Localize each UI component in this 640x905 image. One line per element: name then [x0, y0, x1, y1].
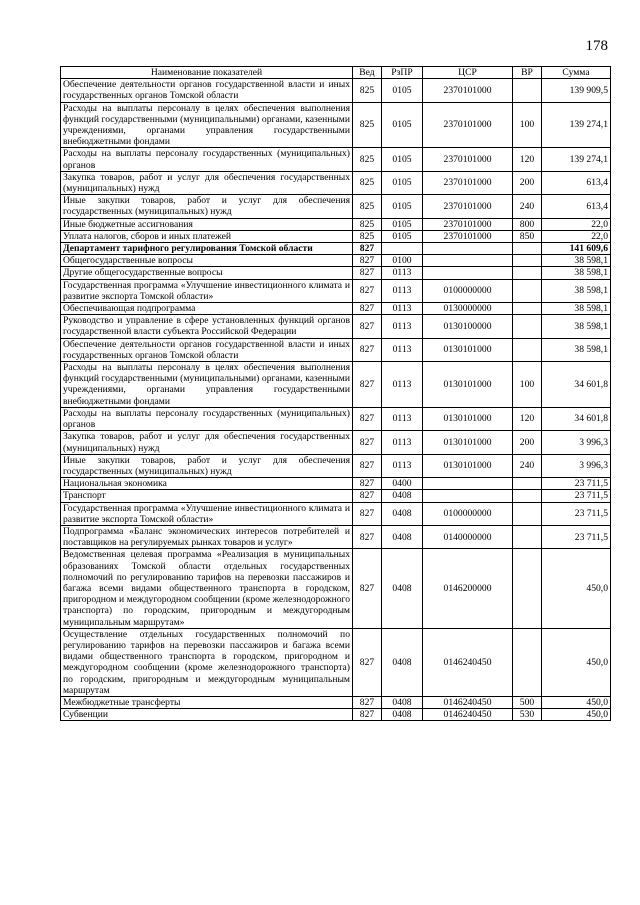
row-sum: 450,0 [542, 696, 611, 708]
row-name: Субвенции [61, 709, 353, 721]
row-csr: 2370101000 [423, 195, 513, 218]
row-ved: 827 [353, 454, 382, 477]
row-ved: 827 [353, 525, 382, 548]
table-row [61, 243, 611, 255]
row-csr [423, 243, 513, 255]
table-row [61, 407, 611, 430]
row-ved: 827 [353, 696, 382, 708]
row-csr: 2370101000 [423, 102, 513, 148]
row-sum: 23 711,5 [542, 490, 611, 502]
row-vr [513, 243, 542, 255]
row-vr [513, 549, 542, 628]
row-sum: 450,0 [542, 549, 611, 628]
row-sum: 141 609,6 [542, 243, 611, 255]
row-name: Расходы на выплаты персоналу государственных (муниципальных) органов [61, 407, 353, 430]
row-rzpr: 0105 [382, 195, 423, 218]
row-sum: 613,4 [542, 171, 611, 194]
row-csr: 0130101000 [423, 407, 513, 430]
row-csr: 0130101000 [423, 338, 513, 361]
row-vr: 200 [513, 431, 542, 454]
row-sum: 450,0 [542, 709, 611, 721]
row-vr: 120 [513, 148, 542, 171]
row-rzpr: 0408 [382, 549, 423, 628]
header-name: Наименование показателей [61, 67, 353, 79]
row-sum: 22,0 [542, 218, 611, 230]
table-row [61, 230, 611, 242]
row-rzpr: 0113 [382, 431, 423, 454]
row-csr [423, 478, 513, 490]
row-ved: 827 [353, 315, 382, 338]
row-csr: 0146240450 [423, 696, 513, 708]
row-sum: 38 598,1 [542, 267, 611, 279]
row-ved: 827 [353, 431, 382, 454]
row-rzpr: 0105 [382, 102, 423, 148]
table-row [61, 315, 611, 338]
row-sum: 3 996,3 [542, 431, 611, 454]
table-row [61, 303, 611, 315]
row-vr: 240 [513, 195, 542, 218]
row-ved: 827 [353, 490, 382, 502]
row-name: Ведомственная целевая программа «Реализация в муниципальных образованиях Томской области отдельных государственных полномочий по регулированию тарифов на перевозки пассажиров и багажа всеми видами общественного транспорта в городском, пригородном и междугородном сообщении (кроме железнодорожного транспорта) по городским, пригородным и междугородным муниципальным маршрутам» [61, 549, 353, 628]
row-ved: 825 [353, 230, 382, 242]
table-row [61, 255, 611, 267]
row-name: Закупка товаров, работ и услуг для обеспечения государственных (муниципальных) нужд [61, 171, 353, 194]
row-ved: 827 [353, 709, 382, 721]
table-row [61, 525, 611, 548]
table-body [61, 79, 611, 721]
row-ved: 827 [353, 279, 382, 302]
row-rzpr: 0408 [382, 525, 423, 548]
row-csr: 0130101000 [423, 362, 513, 408]
row-name: Другие общегосударственные вопросы [61, 267, 353, 279]
row-vr [513, 267, 542, 279]
row-rzpr [382, 243, 423, 255]
table-row [61, 696, 611, 708]
table-row [61, 338, 611, 361]
row-ved: 825 [353, 102, 382, 148]
row-name: Общегосударственные вопросы [61, 255, 353, 267]
row-sum: 34 601,8 [542, 362, 611, 408]
row-vr [513, 525, 542, 548]
row-csr: 0146200000 [423, 549, 513, 628]
row-rzpr: 0408 [382, 709, 423, 721]
row-name: Расходы на выплаты персоналу в целях обеспечения выполнения функций государственными (муниципальными) органами, казенными учреждениями, органами управления государственными внебюджетными фондами [61, 362, 353, 408]
row-csr: 0100000000 [423, 279, 513, 302]
row-sum: 38 598,1 [542, 303, 611, 315]
row-name: Обеспечение деятельности органов государственной власти и иных государственных органов Томской области [61, 79, 353, 102]
row-name: Расходы на выплаты персоналу государственных (муниципальных) органов [61, 148, 353, 171]
row-name: Национальная экономика [61, 478, 353, 490]
row-ved: 827 [353, 243, 382, 255]
row-name: Департамент тарифного регулирования Томской области [61, 243, 353, 255]
row-vr: 850 [513, 230, 542, 242]
table-row [61, 549, 611, 628]
table-row [61, 628, 611, 696]
table-row [61, 218, 611, 230]
page-number: 178 [585, 38, 608, 54]
row-sum: 38 598,1 [542, 338, 611, 361]
row-vr [513, 303, 542, 315]
row-ved: 825 [353, 79, 382, 102]
row-sum: 23 711,5 [542, 502, 611, 525]
row-rzpr: 0105 [382, 218, 423, 230]
row-vr: 100 [513, 102, 542, 148]
row-vr: 120 [513, 407, 542, 430]
row-vr: 240 [513, 454, 542, 477]
row-sum: 139 909,5 [542, 79, 611, 102]
row-vr: 800 [513, 218, 542, 230]
row-csr: 0140000000 [423, 525, 513, 548]
row-ved: 825 [353, 148, 382, 171]
row-sum: 23 711,5 [542, 525, 611, 548]
row-vr [513, 338, 542, 361]
row-ved: 827 [353, 255, 382, 267]
row-rzpr: 0113 [382, 267, 423, 279]
row-ved: 827 [353, 478, 382, 490]
row-csr: 2370101000 [423, 79, 513, 102]
row-csr: 0100000000 [423, 502, 513, 525]
row-name: Государственная программа «Улучшение инвестиционного климата и развитие экспорта Томской области» [61, 279, 353, 302]
header-vr: ВР [513, 67, 542, 79]
table-row [61, 171, 611, 194]
row-vr [513, 502, 542, 525]
table-row [61, 102, 611, 148]
row-rzpr: 0105 [382, 171, 423, 194]
row-name: Расходы на выплаты персоналу в целях обеспечения выполнения функций государственными (муниципальными) органами, казенными учреждениями, органами управления государственными внебюджетными фондами [61, 102, 353, 148]
row-rzpr: 0408 [382, 628, 423, 696]
row-rzpr: 0408 [382, 490, 423, 502]
row-ved: 827 [353, 362, 382, 408]
table-row [61, 502, 611, 525]
row-name: Межбюджетные трансферты [61, 696, 353, 708]
row-rzpr: 0113 [382, 279, 423, 302]
row-rzpr: 0113 [382, 407, 423, 430]
row-name: Осуществление отдельных государственных полномочий по регулированию тарифов на перевозки пассажиров и багажа всеми видами общественного транспорта в городском, пригородном и междугородном сообщении (кроме железнодорожного транспорта) по городским, пригородным и междугородным муниципальным маршрутам [61, 628, 353, 696]
row-vr [513, 279, 542, 302]
row-csr [423, 267, 513, 279]
row-vr [513, 490, 542, 502]
row-ved: 827 [353, 338, 382, 361]
row-ved: 825 [353, 195, 382, 218]
row-csr: 2370101000 [423, 230, 513, 242]
row-ved: 827 [353, 502, 382, 525]
row-csr: 0130000000 [423, 303, 513, 315]
row-ved: 827 [353, 267, 382, 279]
row-name: Руководство и управление в сфере установленных функций органов государственной власти субъекта Российской Федерации [61, 315, 353, 338]
row-csr [423, 490, 513, 502]
header-rzpr: РзПР [382, 67, 423, 79]
row-rzpr: 0113 [382, 303, 423, 315]
table-row [61, 478, 611, 490]
budget-table [60, 66, 611, 721]
table-row [61, 267, 611, 279]
row-csr [423, 255, 513, 267]
table-row [61, 454, 611, 477]
row-vr [513, 79, 542, 102]
row-rzpr: 0113 [382, 454, 423, 477]
row-name: Государственная программа «Улучшение инвестиционного климата и развитие экспорта Томской области» [61, 502, 353, 525]
row-ved: 827 [353, 303, 382, 315]
table-row [61, 279, 611, 302]
header-csr: ЦСР [423, 67, 513, 79]
row-vr: 500 [513, 696, 542, 708]
row-rzpr: 0400 [382, 478, 423, 490]
row-name: Уплата налогов, сборов и иных платежей [61, 230, 353, 242]
header-ved: Вед [353, 67, 382, 79]
row-ved: 827 [353, 407, 382, 430]
row-ved: 825 [353, 171, 382, 194]
row-sum: 613,4 [542, 195, 611, 218]
row-csr: 0130101000 [423, 454, 513, 477]
row-vr: 200 [513, 171, 542, 194]
row-sum: 38 598,1 [542, 255, 611, 267]
table-row [61, 709, 611, 721]
row-rzpr: 0113 [382, 338, 423, 361]
row-csr: 2370101000 [423, 148, 513, 171]
row-sum: 38 598,1 [542, 279, 611, 302]
row-name: Обеспечение деятельности органов государственной власти и иных государственных органов Томской области [61, 338, 353, 361]
table-header-row [61, 67, 611, 79]
header-sum: Сумма [542, 67, 611, 79]
row-csr: 0146240450 [423, 709, 513, 721]
row-sum: 23 711,5 [542, 478, 611, 490]
row-rzpr: 0105 [382, 230, 423, 242]
table-row [61, 195, 611, 218]
row-name: Иные закупки товаров, работ и услуг для обеспечения государственных (муниципальных) нужд [61, 195, 353, 218]
row-vr [513, 255, 542, 267]
row-sum: 22,0 [542, 230, 611, 242]
row-rzpr: 0408 [382, 696, 423, 708]
row-rzpr: 0105 [382, 148, 423, 171]
row-csr: 0130100000 [423, 315, 513, 338]
row-csr: 0146240450 [423, 628, 513, 696]
row-sum: 34 601,8 [542, 407, 611, 430]
row-vr [513, 315, 542, 338]
row-rzpr: 0105 [382, 79, 423, 102]
row-ved: 827 [353, 628, 382, 696]
row-sum: 139 274,1 [542, 102, 611, 148]
row-rzpr: 0113 [382, 362, 423, 408]
row-csr: 0130101000 [423, 431, 513, 454]
table-row [61, 79, 611, 102]
table-row [61, 431, 611, 454]
row-name: Обеспечивающая подпрограмма [61, 303, 353, 315]
row-ved: 827 [353, 549, 382, 628]
row-vr: 100 [513, 362, 542, 408]
row-name: Закупка товаров, работ и услуг для обеспечения государственных (муниципальных) нужд [61, 431, 353, 454]
row-rzpr: 0113 [382, 315, 423, 338]
row-sum: 38 598,1 [542, 315, 611, 338]
row-sum: 3 996,3 [542, 454, 611, 477]
row-rzpr: 0408 [382, 502, 423, 525]
row-csr: 2370101000 [423, 218, 513, 230]
row-vr: 530 [513, 709, 542, 721]
row-vr [513, 478, 542, 490]
row-csr: 2370101000 [423, 171, 513, 194]
table-row [61, 490, 611, 502]
row-name: Подпрограмма «Баланс экономических интересов потребителей и поставщиков на регулируемых рынках товаров и услуг» [61, 525, 353, 548]
row-sum: 139 274,1 [542, 148, 611, 171]
row-name: Транспорт [61, 490, 353, 502]
row-name: Иные закупки товаров, работ и услуг для обеспечения государственных (муниципальных) нужд [61, 454, 353, 477]
table-row [61, 362, 611, 408]
row-rzpr: 0100 [382, 255, 423, 267]
row-ved: 825 [353, 218, 382, 230]
row-sum: 450,0 [542, 628, 611, 696]
row-vr [513, 628, 542, 696]
table-row [61, 148, 611, 171]
row-name: Иные бюджетные ассигнования [61, 218, 353, 230]
